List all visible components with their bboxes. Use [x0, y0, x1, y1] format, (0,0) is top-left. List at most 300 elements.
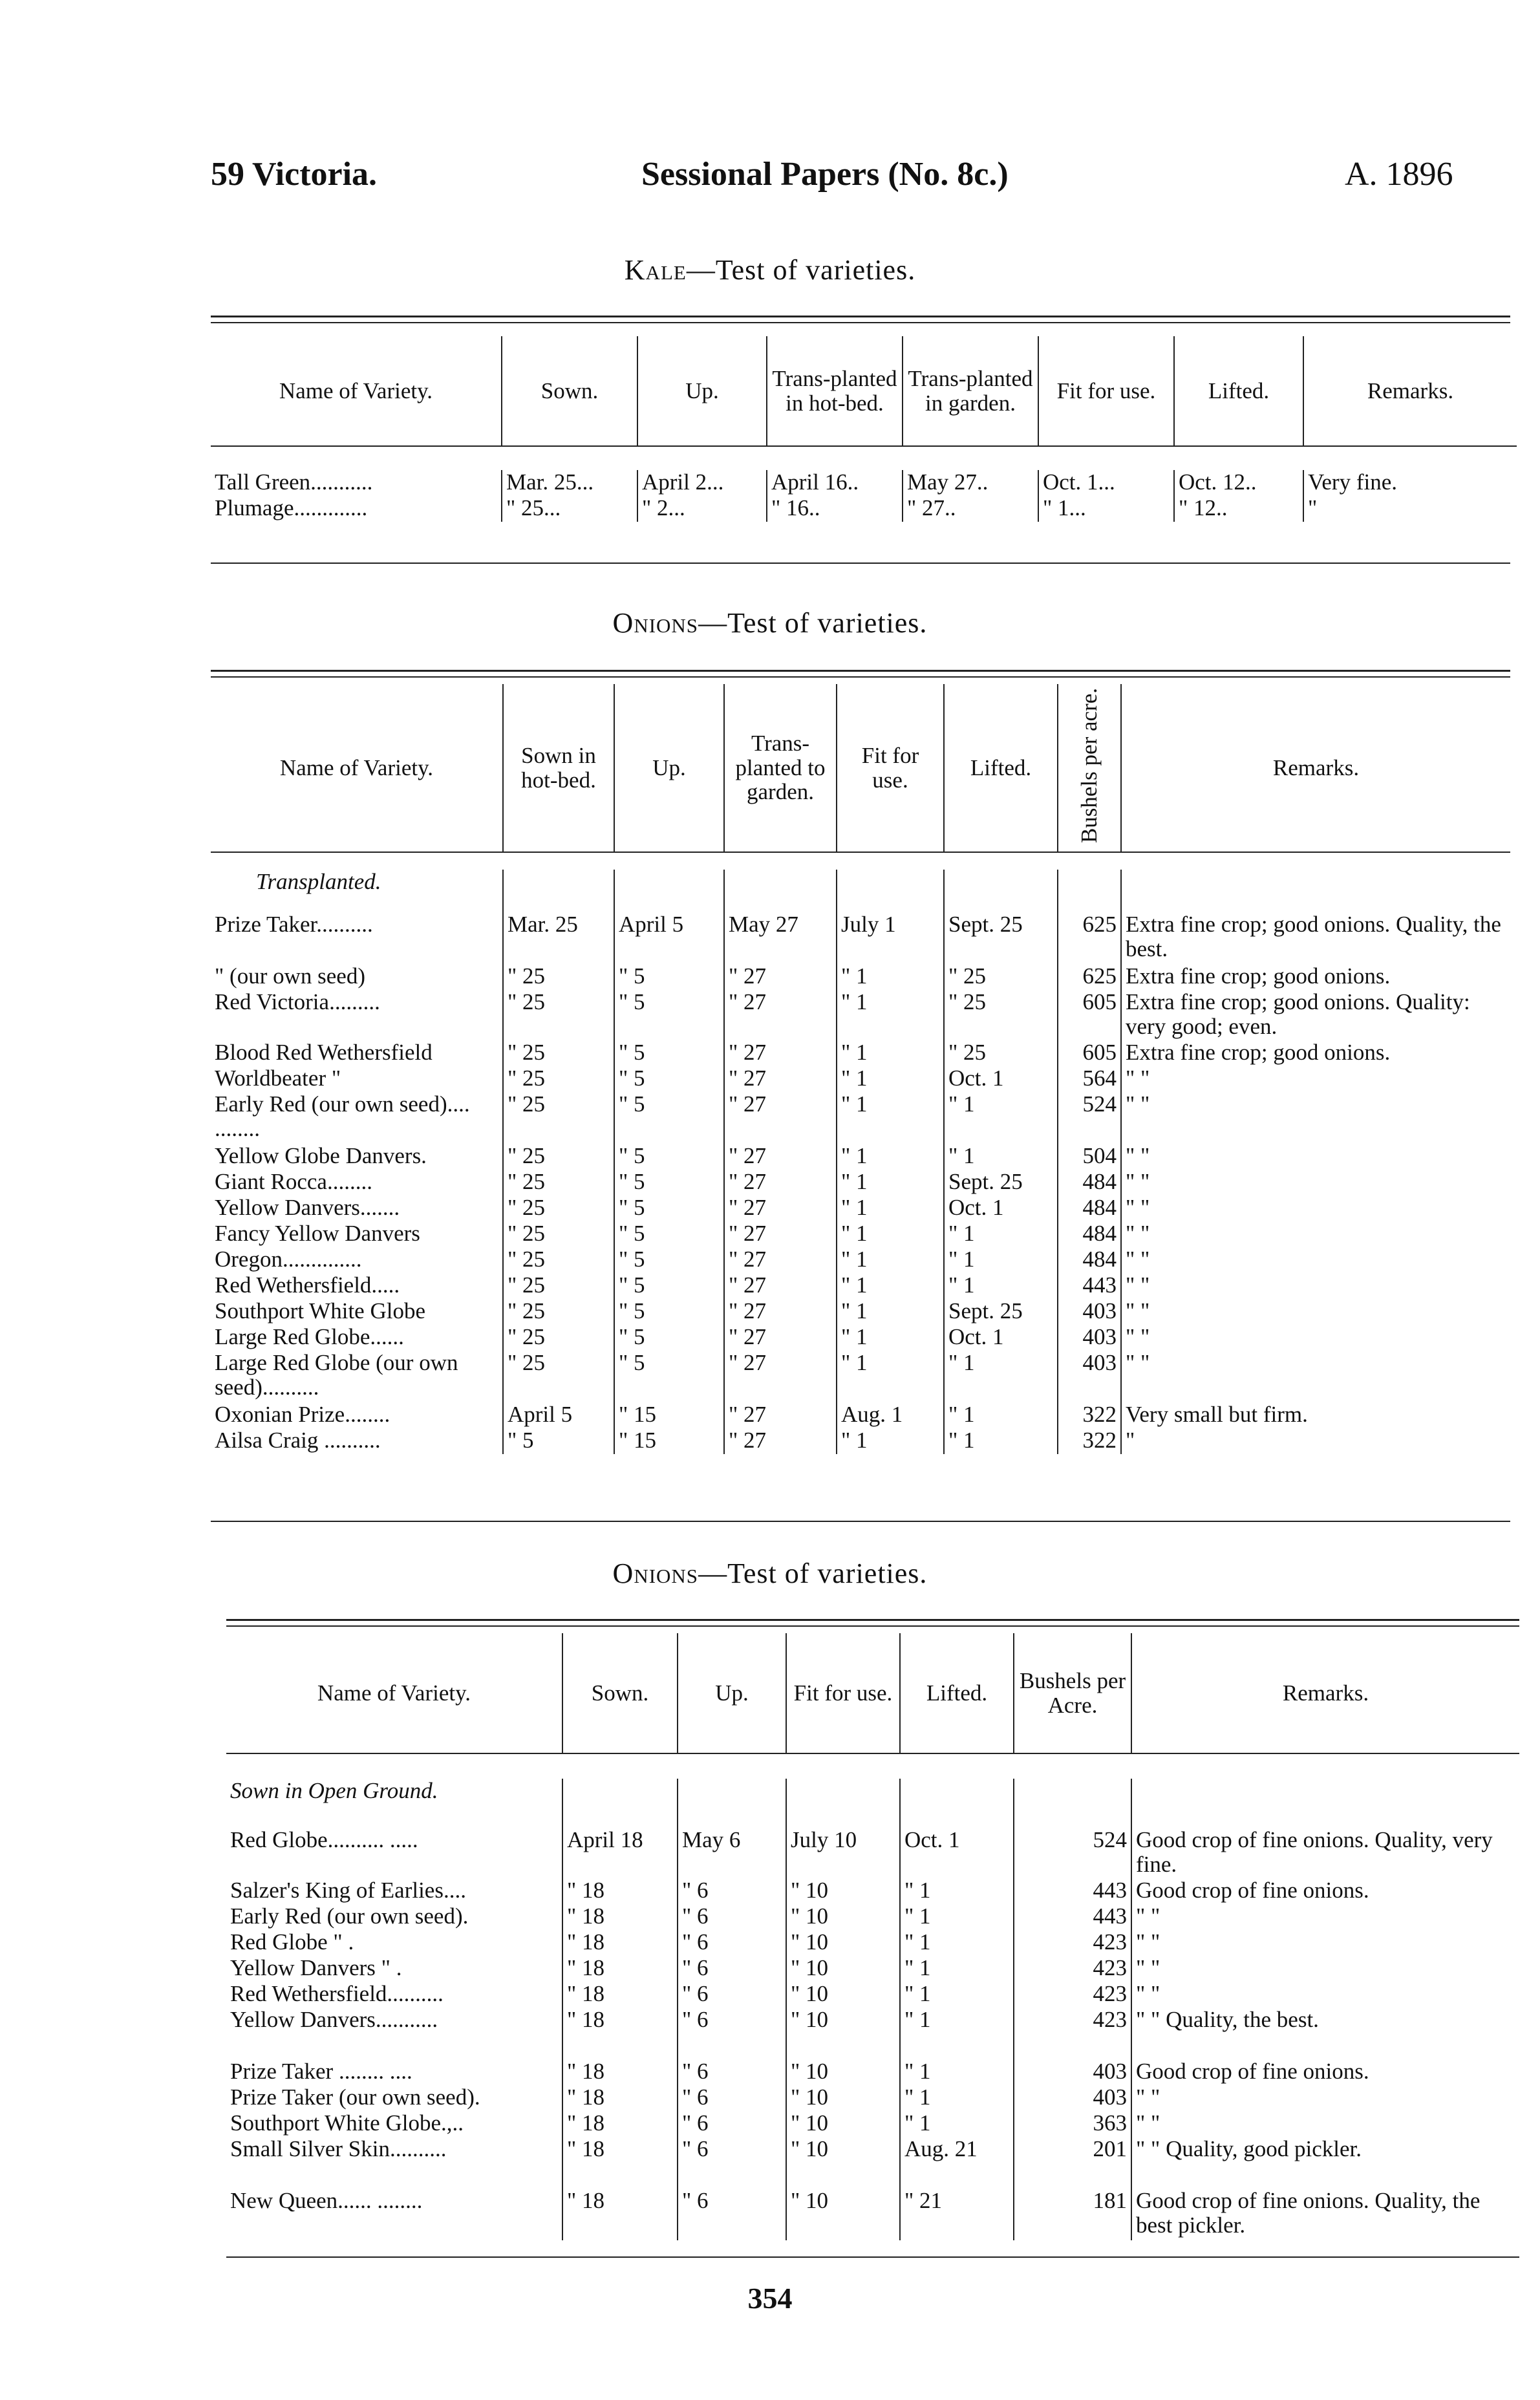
onions2-cell-variety: Yellow Danvers...........: [230, 2008, 438, 2032]
onions2-cell-variety: Red Globe.......... .....: [230, 1828, 418, 1852]
onions2-cell-value: " 6: [678, 1878, 786, 1904]
onions2-row: [226, 1956, 1519, 1982]
kale-row: [211, 496, 1517, 522]
onions2-cell-value: 403: [1014, 2059, 1131, 2085]
onions1-cell-value: " 25: [503, 1351, 614, 1402]
onions1-cell-value: 605: [1058, 990, 1121, 1040]
onions1-cell-value: " 27: [724, 1195, 837, 1221]
onions2-cell-remarks: Good crop of fine onions. Quality, very fine.: [1131, 1828, 1519, 1878]
kale-cell-value: " 27..: [903, 496, 1038, 522]
onions1-col-up: Up.: [614, 684, 724, 852]
kale-cell-value: " 25...: [502, 496, 637, 522]
onions1-cell-value: " 1: [944, 1402, 1058, 1428]
onions1-cell-remarks: " ": [1121, 1247, 1510, 1273]
onions2-col-up: Up.: [678, 1633, 786, 1753]
onions1-cell-value: 403: [1058, 1351, 1121, 1402]
onions2-cell-value: " 6: [678, 2059, 786, 2085]
onions1-col-fit: Fit for use.: [837, 684, 944, 852]
onions1-cell-value: " 1: [837, 1428, 944, 1454]
onions1-col-name: Name of Variety.: [279, 755, 434, 780]
onions1-cell-value: " 5: [614, 1170, 724, 1195]
kale-col-garden: Trans-planted in garden.: [903, 336, 1038, 446]
onions2-header-row: [226, 1633, 1519, 1753]
onions2-cell-value: " 10: [786, 1878, 900, 1904]
onions1-cell-value: " 5: [614, 964, 724, 990]
onions1-cell-value: " 27: [724, 1092, 837, 1144]
onions1-cell-value: " 27: [724, 1299, 837, 1325]
onions2-cell-value: " 18: [562, 2111, 678, 2137]
onions2-cell-value: Aug. 21: [900, 2137, 1014, 2189]
onions1-cell-value: July 1: [837, 912, 944, 964]
onions1-cell-value: " 5: [614, 1066, 724, 1092]
onions1-cell-variety: Worldbeater ": [215, 1066, 341, 1091]
onions1-cell-value: 484: [1058, 1247, 1121, 1273]
kale-title-caps: Kale: [624, 254, 687, 286]
onions1-cell-value: " 25: [944, 964, 1058, 990]
onions1-cell-variety: Ailsa Craig ..........: [215, 1428, 381, 1453]
onions1-cell-value: " 15: [614, 1428, 724, 1454]
onions1-cell-value: " 5: [614, 1092, 724, 1144]
kale-row: [211, 470, 1517, 496]
onions2-cell-remarks: " ": [1131, 1930, 1519, 1956]
kale-cell-value: April 2...: [637, 470, 767, 496]
running-head-center: Sessional Papers (No. 8c.): [641, 156, 1009, 193]
onions2-cell-value: " 18: [562, 2189, 678, 2240]
onions2-cell-variety: Red Globe " .: [230, 1930, 354, 1955]
onions1-cell-value: " 25: [503, 1221, 614, 1247]
kale-cell-remarks: Very fine.: [1303, 470, 1517, 496]
onions1-cell-value: " 25: [503, 1195, 614, 1221]
onions1-cell-value: " 25: [503, 1273, 614, 1299]
onions1-cell-value: April 5: [503, 1402, 614, 1428]
onions1-cell-value: 625: [1058, 912, 1121, 964]
onions1-header-rule: [211, 852, 1510, 870]
onions1-cell-value: " 27: [724, 1325, 837, 1351]
onions1-cell-remarks: Very small but firm.: [1121, 1402, 1510, 1428]
onions2-cell-remarks: Good crop of fine onions. Quality, the best pickler.: [1131, 2189, 1519, 2240]
onions2-cell-value: 201: [1014, 2137, 1131, 2189]
onions2-cell-remarks: Good crop of fine onions.: [1131, 2059, 1519, 2085]
onions1-cell-value: " 1: [837, 1066, 944, 1092]
onions1-cell-value: " 27: [724, 1221, 837, 1247]
onions1-row: [211, 1325, 1510, 1351]
kale-cell-value: April 16..: [767, 470, 903, 496]
onions1-row: [211, 1299, 1510, 1325]
onions1-col-sown: Sown in hot-bed.: [503, 684, 614, 852]
onions1-title: [0, 606, 1540, 639]
onions2-cell-value: " 18: [562, 1982, 678, 2008]
onions2-row: [226, 1904, 1519, 1930]
onions1-subhead: Transplanted.: [256, 870, 381, 894]
kale-col-fit: Fit for use.: [1038, 336, 1174, 446]
onions1-cell-variety: Yellow Danvers.......: [215, 1195, 400, 1220]
onions2-table: [226, 1633, 1519, 2240]
onions2-cell-value: " 10: [786, 2189, 900, 2240]
onions1-row: [211, 1402, 1510, 1428]
onions2-row: [226, 1930, 1519, 1956]
onions2-cell-value: " 10: [786, 1930, 900, 1956]
running-head-left: 59 Victoria.: [211, 156, 378, 193]
kale-header-row: [211, 336, 1517, 446]
onions1-cell-value: " 27: [724, 1402, 837, 1428]
kale-cell-remarks: ": [1303, 496, 1517, 522]
onions1-cell-value: " 1: [944, 1144, 1058, 1170]
onions1-cell-remarks: " ": [1121, 1092, 1510, 1144]
onions2-row: [226, 2111, 1519, 2137]
onions2-row: [226, 1828, 1519, 1878]
onions1-cell-variety: " (our own seed): [215, 964, 365, 989]
onions1-cell-value: " 25: [503, 1144, 614, 1170]
onions1-cell-variety: Red Wethersfield.....: [215, 1273, 400, 1298]
onions2-cell-value: " 18: [562, 2085, 678, 2111]
onions1-col-remarks: Remarks.: [1121, 684, 1510, 852]
onions1-cell-value: May 27: [724, 912, 837, 964]
onions1-cell-value: " 1: [944, 1351, 1058, 1402]
onions2-cell-value: " 6: [678, 1930, 786, 1956]
onions1-cell-value: 484: [1058, 1195, 1121, 1221]
onions1-cell-value: 524: [1058, 1092, 1121, 1144]
onions1-cell-value: " 1: [837, 1351, 944, 1402]
onions1-cell-value: " 27: [724, 1144, 837, 1170]
onions1-cell-value: " 5: [503, 1428, 614, 1454]
onions2-cell-remarks: " ": [1131, 1982, 1519, 2008]
onions1-cell-value: " 1: [837, 1273, 944, 1299]
onions1-cell-remarks: Extra fine crop; good onions. Quality, the best.: [1121, 912, 1510, 964]
onions2-cell-value: April 18: [562, 1828, 678, 1878]
onions2-cell-value: " 10: [786, 1982, 900, 2008]
onions1-cell-value: " 1: [837, 1170, 944, 1195]
kale-cell-value: Oct. 12..: [1174, 470, 1303, 496]
onions1-cell-variety: Blood Red Wethersfield: [215, 1040, 433, 1065]
onions2-cell-remarks: " ": [1131, 1956, 1519, 1982]
onions2-cell-value: " 18: [562, 2137, 678, 2189]
onions2-rule-top2: [226, 1625, 1519, 1627]
onions1-cell-value: " 1: [837, 1325, 944, 1351]
onions2-cell-variety: Prize Taker ........ ....: [230, 2059, 412, 2084]
onions1-cell-value: 403: [1058, 1325, 1121, 1351]
onions1-cell-remarks: " ": [1121, 1221, 1510, 1247]
onions1-cell-value: " 5: [614, 1040, 724, 1066]
onions1-cell-value: 322: [1058, 1428, 1121, 1454]
onions1-col-bushels: [1058, 684, 1121, 852]
onions1-cell-value: 403: [1058, 1299, 1121, 1325]
kale-title: [0, 253, 1540, 286]
kale-col-name: Name of Variety.: [279, 378, 433, 403]
onions1-cell-value: " 1: [837, 1040, 944, 1066]
onions1-cell-value: " 25: [503, 1247, 614, 1273]
onions2-cell-value: " 10: [786, 1904, 900, 1930]
onions1-rule-bottom: [211, 1521, 1510, 1522]
onions1-cell-value: 443: [1058, 1273, 1121, 1299]
onions1-cell-remarks: " ": [1121, 1195, 1510, 1221]
onions1-cell-value: " 1: [944, 1092, 1058, 1144]
onions2-col-remarks: Remarks.: [1131, 1633, 1519, 1753]
onions1-cell-value: " 1: [944, 1247, 1058, 1273]
onions2-cell-value: " 18: [562, 2059, 678, 2085]
onions2-cell-value: " 1: [900, 1956, 1014, 1982]
onions1-cell-variety: Red Victoria.........: [215, 990, 380, 1014]
onions1-cell-value: " 27: [724, 1428, 837, 1454]
onions1-cell-variety: Southport White Globe: [215, 1299, 425, 1323]
kale-rule-top: [211, 316, 1510, 317]
onions2-cell-value: " 6: [678, 1982, 786, 2008]
onions2-cell-value: 363: [1014, 2111, 1131, 2137]
onions2-cell-variety: Small Silver Skin..........: [230, 2137, 447, 2161]
onions2-row: [226, 2189, 1519, 2240]
onions1-cell-value: " 5: [614, 1351, 724, 1402]
onions1-cell-value: " 1: [837, 1221, 944, 1247]
kale-cell-value: Mar. 25...: [502, 470, 637, 496]
onions2-cell-value: " 10: [786, 2111, 900, 2137]
onions1-cell-variety: Yellow Globe Danvers.: [215, 1144, 427, 1168]
onions1-title-caps: Onions: [612, 607, 699, 639]
onions1-cell-value: " 5: [614, 1273, 724, 1299]
kale-cell-value: " 12..: [1174, 496, 1303, 522]
kale-rule-top2: [211, 322, 1510, 323]
onions1-cell-value: " 25: [944, 990, 1058, 1040]
onions2-cell-value: " 6: [678, 1904, 786, 1930]
onions1-cell-value: 625: [1058, 964, 1121, 990]
onions1-cell-value: " 25: [503, 1092, 614, 1144]
onions2-cell-variety: Southport White Globe.,..: [230, 2111, 464, 2136]
onions1-cell-value: " 27: [724, 1273, 837, 1299]
onions1-cell-value: " 5: [614, 990, 724, 1040]
onions1-cell-variety: Early Red (our own seed).... ........: [215, 1092, 470, 1141]
onions1-cell-value: " 1: [837, 1299, 944, 1325]
onions1-cell-remarks: " ": [1121, 1066, 1510, 1092]
onions2-row: [226, 2008, 1519, 2059]
onions2-cell-value: " 6: [678, 2008, 786, 2059]
kale-rule-bottom: [211, 562, 1510, 564]
onions2-cell-value: 423: [1014, 1930, 1131, 1956]
onions2-cell-value: " 18: [562, 1930, 678, 1956]
onions2-cell-value: " 18: [562, 1956, 678, 1982]
onions2-cell-value: " 6: [678, 2085, 786, 2111]
onions2-row: [226, 2085, 1519, 2111]
onions1-rule-top2: [211, 676, 1510, 678]
onions2-col-sown: Sown.: [562, 1633, 678, 1753]
onions1-cell-remarks: Extra fine crop; good onions.: [1121, 1040, 1510, 1066]
onions1-row: [211, 1273, 1510, 1299]
onions1-title-rest: —Test of varieties.: [698, 607, 928, 639]
onions2-cell-value: " 21: [900, 2189, 1014, 2240]
onions1-col-garden: Trans-planted to garden.: [724, 684, 837, 852]
onions1-cell-value: " 5: [614, 1299, 724, 1325]
onions2-cell-value: " 18: [562, 1878, 678, 1904]
onions1-cell-value: Mar. 25: [503, 912, 614, 964]
onions1-cell-value: " 5: [614, 1247, 724, 1273]
onions1-row: [211, 1221, 1510, 1247]
onions2-cell-value: " 10: [786, 2008, 900, 2059]
onions1-cell-remarks: " ": [1121, 1273, 1510, 1299]
kale-cell-value: " 1...: [1038, 496, 1174, 522]
onions2-cell-value: " 10: [786, 2059, 900, 2085]
onions1-cell-variety: Fancy Yellow Danvers: [215, 1221, 420, 1246]
onions2-cell-variety: Yellow Danvers " .: [230, 1956, 402, 1980]
onions2-rule-top: [226, 1619, 1519, 1621]
onions1-row: [211, 1092, 1510, 1144]
onions2-cell-value: " 1: [900, 1930, 1014, 1956]
onions1-cell-value: " 1: [837, 1144, 944, 1170]
onions1-cell-value: Sept. 25: [944, 912, 1058, 964]
onions1-cell-remarks: " ": [1121, 1170, 1510, 1195]
onions1-cell-value: " 1: [944, 1428, 1058, 1454]
onions2-row: [226, 1878, 1519, 1904]
onions2-cell-value: " 1: [900, 2085, 1014, 2111]
onions1-cell-value: " 25: [503, 1066, 614, 1092]
onions1-cell-value: " 5: [614, 1325, 724, 1351]
onions1-col-lifted: Lifted.: [944, 684, 1058, 852]
onions2-cell-value: 423: [1014, 1982, 1131, 2008]
onions2-cell-remarks: Good crop of fine onions.: [1131, 1878, 1519, 1904]
onions2-cell-value: Oct. 1: [900, 1828, 1014, 1878]
kale-cell-variety: Plumage.............: [215, 496, 368, 520]
onions2-cell-variety: New Queen...... ........: [230, 2189, 423, 2213]
onions1-row: [211, 1170, 1510, 1195]
onions1-cell-variety: Large Red Globe......: [215, 1325, 404, 1349]
onions1-cell-remarks: " ": [1121, 1144, 1510, 1170]
onions2-cell-value: 443: [1014, 1904, 1131, 1930]
onions2-cell-value: " 1: [900, 2059, 1014, 2085]
kale-col-remarks: Remarks.: [1303, 336, 1517, 446]
onions1-col-bushels-label: Bushels per acre.: [1076, 687, 1102, 843]
onions1-cell-value: " 27: [724, 1351, 837, 1402]
onions1-cell-value: Sept. 25: [944, 1170, 1058, 1195]
onions1-cell-variety: Prize Taker..........: [215, 912, 373, 937]
onions1-row: [211, 1195, 1510, 1221]
onions1-row: [211, 1066, 1510, 1092]
onions2-cell-value: " 10: [786, 1956, 900, 1982]
onions2-col-name: Name of Variety.: [317, 1680, 471, 1706]
kale-cell-value: " 16..: [767, 496, 903, 522]
onions1-table: [211, 684, 1510, 1454]
onions2-cell-value: 423: [1014, 2008, 1131, 2059]
onions1-cell-remarks: ": [1121, 1428, 1510, 1454]
onions1-row: [211, 912, 1510, 964]
onions1-cell-remarks: Extra fine crop; good onions.: [1121, 964, 1510, 990]
onions2-cell-value: 524: [1014, 1828, 1131, 1878]
onions2-rule-bottom: [226, 2256, 1519, 2258]
onions1-row: [211, 1351, 1510, 1402]
onions2-cell-value: " 1: [900, 2008, 1014, 2059]
onions1-cell-value: " 25: [503, 964, 614, 990]
kale-cell-value: Oct. 1...: [1038, 470, 1174, 496]
kale-col-up: Up.: [637, 336, 767, 446]
onions1-cell-value: " 5: [614, 1221, 724, 1247]
onions1-row: [211, 990, 1510, 1040]
onions2-cell-variety: Early Red (our own seed).: [230, 1904, 469, 1929]
onions1-cell-value: " 1: [837, 1195, 944, 1221]
onions2-cell-value: " 6: [678, 2137, 786, 2189]
onions1-cell-value: 504: [1058, 1144, 1121, 1170]
kale-header-rule: [211, 446, 1517, 470]
onions2-cell-value: " 18: [562, 1904, 678, 1930]
kale-title-rest: —Test of varieties.: [686, 254, 916, 286]
onions1-cell-value: 484: [1058, 1221, 1121, 1247]
onions2-cell-value: " 6: [678, 2189, 786, 2240]
onions2-title-rest: —Test of varieties.: [698, 1558, 928, 1589]
onions2-cell-value: " 6: [678, 2111, 786, 2137]
onions1-cell-value: Aug. 1: [837, 1402, 944, 1428]
onions2-cell-value: " 10: [786, 2085, 900, 2111]
onions1-cell-value: " 27: [724, 1066, 837, 1092]
onions1-cell-remarks: " ": [1121, 1299, 1510, 1325]
onions1-rule-top: [211, 670, 1510, 672]
onions1-row: [211, 964, 1510, 990]
page-number: 354: [747, 2282, 793, 2315]
onions1-cell-value: 484: [1058, 1170, 1121, 1195]
onions2-col-bushels: Bushels per Acre.: [1014, 1633, 1131, 1753]
onions1-cell-value: Oct. 1: [944, 1195, 1058, 1221]
onions1-cell-variety: Oxonian Prize........: [215, 1402, 390, 1427]
onions2-col-lifted: Lifted.: [900, 1633, 1014, 1753]
onions2-cell-variety: Salzer's King of Earlies....: [230, 1878, 466, 1903]
kale-cell-variety: Tall Green...........: [215, 470, 373, 495]
onions2-cell-value: " 6: [678, 1956, 786, 1982]
onions2-row: [226, 1982, 1519, 2008]
onions2-title: [0, 1557, 1540, 1590]
onions2-cell-remarks: " " Quality, the best.: [1131, 2008, 1519, 2059]
onions1-row: [211, 1428, 1510, 1454]
onions1-cell-value: " 25: [503, 1170, 614, 1195]
kale-table: [211, 336, 1517, 522]
onions1-cell-value: Oct. 1: [944, 1066, 1058, 1092]
onions1-cell-value: " 5: [614, 1195, 724, 1221]
onions1-cell-value: " 25: [503, 990, 614, 1040]
onions1-cell-value: " 1: [837, 1247, 944, 1273]
onions1-cell-remarks: " ": [1121, 1325, 1510, 1351]
onions2-cell-value: " 1: [900, 1878, 1014, 1904]
onions1-row: [211, 1247, 1510, 1273]
onions2-cell-remarks: " ": [1131, 1904, 1519, 1930]
onions1-cell-value: " 1: [944, 1273, 1058, 1299]
onions1-cell-value: " 1: [837, 1092, 944, 1144]
onions2-cell-variety: Red Wethersfield..........: [230, 1982, 444, 2006]
onions1-row: [211, 1144, 1510, 1170]
onions1-cell-value: " 27: [724, 990, 837, 1040]
onions1-cell-value: " 5: [614, 1144, 724, 1170]
onions2-row: [226, 2059, 1519, 2085]
onions2-cell-value: 423: [1014, 1956, 1131, 1982]
onions1-row: [211, 1040, 1510, 1066]
onions1-cell-value: " 1: [837, 964, 944, 990]
kale-col-sown: Sown.: [502, 336, 637, 446]
onions1-cell-variety: Giant Rocca........: [215, 1170, 372, 1194]
onions2-cell-value: July 10: [786, 1828, 900, 1878]
kale-cell-value: May 27..: [903, 470, 1038, 496]
onions2-header-rule: [226, 1753, 1519, 1779]
onions1-cell-value: " 25: [944, 1040, 1058, 1066]
onions1-cell-value: " 27: [724, 964, 837, 990]
onions1-cell-value: " 27: [724, 1247, 837, 1273]
onions2-cell-value: " 1: [900, 1982, 1014, 2008]
running-head-right: A. 1896: [1345, 156, 1453, 193]
onions2-col-fit: Fit for use.: [786, 1633, 900, 1753]
onions2-cell-value: 181: [1014, 2189, 1131, 2240]
onions1-cell-value: " 27: [724, 1170, 837, 1195]
onions1-cell-value: 605: [1058, 1040, 1121, 1066]
onions1-cell-value: April 5: [614, 912, 724, 964]
onions2-cell-variety: Prize Taker (our own seed).: [230, 2085, 480, 2110]
onions2-cell-value: " 1: [900, 2111, 1014, 2137]
onions2-cell-remarks: " ": [1131, 2085, 1519, 2111]
onions2-subhead: Sown in Open Ground.: [230, 1779, 438, 1803]
onions1-cell-remarks: Extra fine crop; good onions. Quality: very good; even.: [1121, 990, 1510, 1040]
onions1-cell-value: 564: [1058, 1066, 1121, 1092]
onions1-cell-value: " 1: [944, 1221, 1058, 1247]
onions2-cell-remarks: " ": [1131, 2111, 1519, 2137]
onions1-cell-value: " 25: [503, 1325, 614, 1351]
